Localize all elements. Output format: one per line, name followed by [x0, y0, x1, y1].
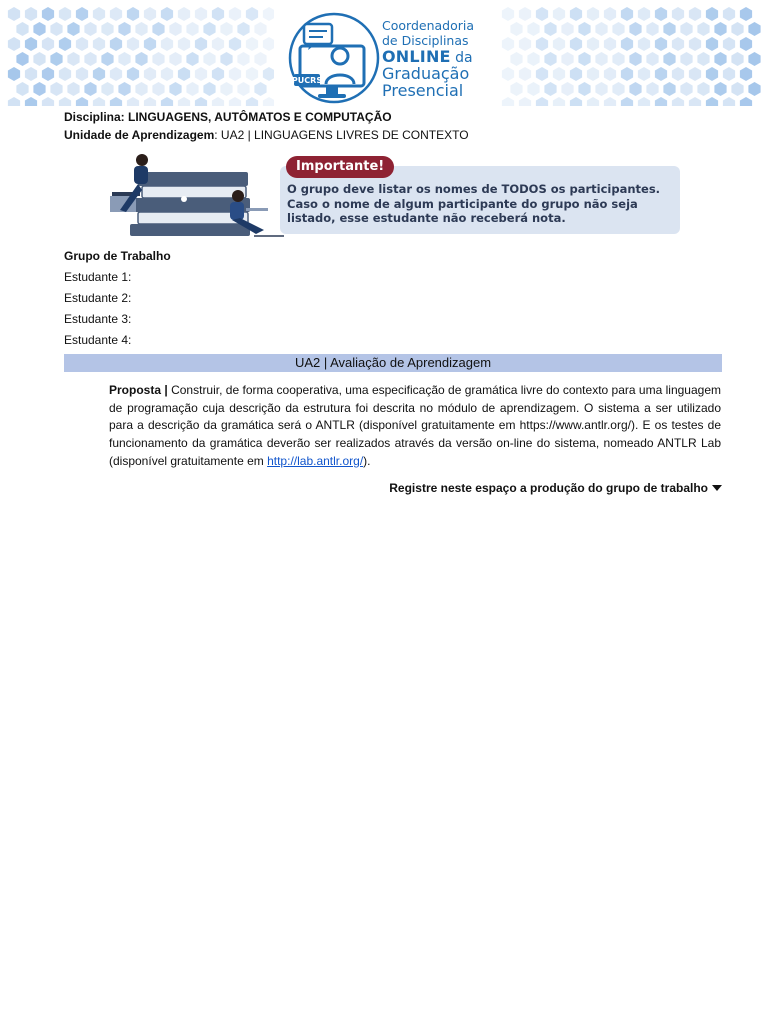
hexagon-tile	[587, 7, 599, 21]
hexagon-tile	[723, 97, 735, 106]
notice-text: O grupo deve listar os nomes de TODOS os participantes. Caso o nome de algum participante do grupo não seja listado, esse estudante não receberá nota.	[287, 182, 661, 225]
monitor-person-icon	[286, 12, 382, 104]
hexagon-tile	[621, 37, 633, 51]
hexagon-tile	[254, 82, 266, 96]
hexagon-tile	[178, 97, 190, 106]
hexagon-tile	[186, 52, 198, 66]
hexagon-tile	[595, 22, 607, 36]
hexagon-tile	[178, 67, 190, 81]
hexagon-tile	[646, 22, 658, 36]
hexagon-tile	[629, 82, 641, 96]
hexagon-tile	[93, 67, 105, 81]
hexagon-tile	[748, 22, 760, 36]
hexagon-tile	[16, 82, 28, 96]
hexagon-tile	[553, 37, 565, 51]
hexagon-tile	[229, 37, 241, 51]
hexagon-tile	[161, 97, 173, 106]
student-field-4[interactable]: Estudante 4:	[64, 333, 132, 347]
hexagon-tile	[25, 37, 37, 51]
hexagon-tile	[254, 22, 266, 36]
hexagon-tile	[110, 97, 122, 106]
hexagon-tile	[536, 7, 548, 21]
hexagon-tile	[237, 82, 249, 96]
hexagon-tile	[127, 67, 139, 81]
hexagon-tile	[510, 52, 522, 66]
hexagon-tile	[25, 7, 37, 21]
hexagon-tile	[212, 97, 224, 106]
hexagon-tile	[33, 22, 45, 36]
hexagon-tile	[110, 7, 122, 21]
hexagon-tile	[570, 37, 582, 51]
logo-line-2: de Disciplinas	[382, 32, 469, 48]
discipline-label: Disciplina:	[64, 110, 125, 124]
hexagon-tile	[246, 37, 258, 51]
hexagon-tile	[621, 7, 633, 21]
hexagon-tile	[229, 97, 241, 106]
hexagon-tile	[50, 22, 62, 36]
hexagon-tile	[502, 67, 514, 81]
discipline-line	[64, 110, 392, 124]
group-title: Grupo de Trabalho	[64, 249, 171, 263]
hexagon-tile	[697, 22, 709, 36]
hexagon-tile	[50, 82, 62, 96]
hexagon-tile	[220, 52, 232, 66]
hexagon-tile	[212, 37, 224, 51]
hexagon-tile	[212, 67, 224, 81]
hexagon-tile	[220, 82, 232, 96]
hexagon-tile	[672, 37, 684, 51]
hexagon-tile	[195, 97, 207, 106]
hexagon-tile	[25, 97, 37, 106]
hexagon-tile	[680, 82, 692, 96]
hexagon-tile	[748, 52, 760, 66]
hexagon-tile	[689, 37, 701, 51]
hexagon-tile	[638, 7, 650, 21]
hexagon-tile	[663, 52, 675, 66]
hexagon-tile	[740, 67, 752, 81]
register-text: Registre neste espaço a produção do grupo de trabalho	[389, 481, 708, 495]
section-title: UA2 | Avaliação de Aprendizagem	[294, 355, 492, 370]
hexagon-tile	[672, 7, 684, 21]
hexagon-tile	[118, 52, 130, 66]
hexagon-tile	[740, 37, 752, 51]
antlr-lab-link[interactable]: http://lab.antlr.org/	[267, 453, 364, 468]
hexagon-tile	[714, 52, 726, 66]
hexagon-tile	[67, 22, 79, 36]
hexagon-tile	[195, 7, 207, 21]
hexagon-tile	[519, 67, 531, 81]
hexagon-tile	[59, 97, 71, 106]
hexagon-tile	[527, 22, 539, 36]
hexagon-tile	[544, 82, 556, 96]
hexagon-tile	[629, 22, 641, 36]
hexagon-tile	[67, 52, 79, 66]
hexagon-tile	[689, 7, 701, 21]
hexagon-tile	[135, 22, 147, 36]
logo-line-1: Coordenadoria	[382, 18, 475, 33]
hexagon-tile	[237, 22, 249, 36]
logo-da: da	[450, 50, 473, 66]
hexagon-tile	[612, 82, 624, 96]
hexagon-tile	[655, 37, 667, 51]
student-field-2[interactable]: Estudante 2:	[64, 291, 132, 305]
hexagon-tile	[502, 7, 514, 21]
hexagon-tile	[629, 52, 641, 66]
hexagon-tile	[740, 97, 752, 106]
section-title-bar	[64, 354, 722, 372]
hexagon-tile	[229, 67, 241, 81]
hexagon-tile	[536, 37, 548, 51]
hexagon-tile	[237, 52, 249, 66]
hexagon-tile	[42, 67, 54, 81]
hexagon-tile	[544, 52, 556, 66]
hexagon-tile	[502, 97, 514, 106]
hexagon-tile	[169, 22, 181, 36]
hexagon-tile	[186, 82, 198, 96]
hexagon-tile	[144, 7, 156, 21]
hexagon-tile	[587, 37, 599, 51]
hexagon-tile	[578, 82, 590, 96]
hexagon-tile	[220, 22, 232, 36]
hexagon-tile	[570, 67, 582, 81]
hexagon-tile	[646, 52, 658, 66]
hexagon-tile	[553, 67, 565, 81]
hexagon-tile	[740, 7, 752, 21]
hexagon-tile	[42, 7, 54, 21]
unit-value: : UA2 | LINGUAGENS LIVRES DE CONTEXTO	[214, 128, 469, 142]
hexagon-tile	[93, 37, 105, 51]
hexagon-tile	[519, 7, 531, 21]
hexagon-tile	[714, 82, 726, 96]
hexagon-tile	[748, 82, 760, 96]
hexagon-tile	[33, 82, 45, 96]
proposal-paragraph	[109, 382, 721, 471]
hexagon-tile	[706, 97, 718, 106]
hexagon-tile	[638, 97, 650, 106]
hexagon-tile	[135, 82, 147, 96]
hexagon-tile	[689, 97, 701, 106]
hexagon-tile	[203, 22, 215, 36]
hexagon-tile	[144, 97, 156, 106]
important-notice	[104, 152, 684, 240]
hexagon-tile	[731, 22, 743, 36]
hexagon-tile	[169, 82, 181, 96]
hexagon-tile	[8, 37, 20, 51]
hexagon-tile	[655, 7, 667, 21]
hexagon-tile	[510, 22, 522, 36]
hexagon-tile	[638, 67, 650, 81]
hexagon-tile	[697, 82, 709, 96]
discipline-value: LINGUAGENS, AUTÔMATOS E COMPUTAÇÃO	[124, 110, 392, 124]
logo-line-4: Graduação	[382, 64, 470, 83]
hexagon-tile	[229, 7, 241, 21]
hexagon-tile	[101, 82, 113, 96]
hexagon-tile	[587, 97, 599, 106]
hexagon-tile	[127, 7, 139, 21]
hexagon-tile	[680, 22, 692, 36]
hexagon-tile	[84, 22, 96, 36]
hexagon-tile	[604, 37, 616, 51]
hexagon-tile	[621, 97, 633, 106]
student-field-1[interactable]: Estudante 1:	[64, 270, 132, 284]
important-tag: Importante!	[286, 156, 394, 178]
hexagon-tile	[587, 67, 599, 81]
hexagon-tile	[152, 52, 164, 66]
hexagon-tile	[553, 7, 565, 21]
hexagon-tile	[84, 52, 96, 66]
unit-line	[64, 128, 469, 142]
hexagon-tile	[680, 52, 692, 66]
proposal-suffix: ).	[363, 453, 371, 468]
hexagon-tile	[25, 67, 37, 81]
hexagon-tile	[161, 67, 173, 81]
students-books-illustration	[104, 152, 284, 240]
hexagon-tile	[646, 82, 658, 96]
hexagon-tile	[144, 37, 156, 51]
pucrs-badge: PUCRS	[291, 76, 323, 85]
proposal-text: Construir, de forma cooperativa, uma especificação de gramática livre do contexto para uma linguagem de programação cuja descrição da estrutura foi descrita no módulo de aprendizagem. O sistema a ser utilizado para a descrição da gramática será o ANTLR (disponível gratuitamente em https://www.antlr.org/). E os testes de funcionamento da gramática deverão ser realizados através da versão on-line do sistema, nomeado ANTLR Lab (disponível gratuitamente em	[109, 383, 721, 468]
hexagon-tile	[76, 67, 88, 81]
proposal-label: Proposta |	[109, 383, 168, 397]
hexagon-tile	[561, 82, 573, 96]
hexagon-tile	[663, 82, 675, 96]
hexagon-tile	[544, 22, 556, 36]
hexagon-tile	[195, 37, 207, 51]
hexagon-tile	[152, 22, 164, 36]
hexagon-tile	[59, 37, 71, 51]
hexagon-tile	[561, 52, 573, 66]
hexagon-tile	[604, 97, 616, 106]
hexagon-tile	[212, 7, 224, 21]
hexagon-tile	[101, 52, 113, 66]
logo-online: ONLINE	[382, 47, 451, 66]
hexagon-tile	[510, 82, 522, 96]
hexagon-tile	[76, 7, 88, 21]
hexagon-tile	[161, 7, 173, 21]
hexagon-pattern-right	[500, 6, 762, 106]
hexagon-tile	[8, 7, 20, 21]
hexagon-tile	[16, 22, 28, 36]
hexagon-tile	[561, 22, 573, 36]
hexagon-tile	[570, 7, 582, 21]
unit-label: Unidade de Aprendizagem	[64, 128, 215, 142]
hexagon-tile	[655, 67, 667, 81]
hexagon-tile	[246, 67, 258, 81]
hexagon-tile	[84, 82, 96, 96]
hexagon-tile	[655, 97, 667, 106]
hexagon-tile	[169, 52, 181, 66]
hexagon-tile	[246, 7, 258, 21]
hexagon-tile	[101, 22, 113, 36]
header-banner	[0, 0, 768, 108]
hexagon-tile	[33, 52, 45, 66]
hexagon-tile	[723, 7, 735, 21]
hexagon-tile	[110, 67, 122, 81]
hexagon-tile	[595, 82, 607, 96]
hexagon-tile	[16, 52, 28, 66]
hexagon-tile	[8, 67, 20, 81]
coordenadoria-logo	[286, 12, 486, 104]
hexagon-tile	[697, 52, 709, 66]
hexagon-tile	[42, 37, 54, 51]
hexagon-tile	[689, 67, 701, 81]
hexagon-tile	[178, 7, 190, 21]
hexagon-tile	[612, 52, 624, 66]
hexagon-tile	[118, 22, 130, 36]
hexagon-tile	[672, 67, 684, 81]
hexagon-tile	[706, 7, 718, 21]
hexagon-tile	[723, 37, 735, 51]
hexagon-tile	[67, 82, 79, 96]
hexagon-tile	[519, 97, 531, 106]
hexagon-tile	[263, 37, 274, 51]
hexagon-tile	[578, 52, 590, 66]
hexagon-tile	[570, 97, 582, 106]
logo-text	[382, 20, 474, 99]
hexagon-tile	[536, 67, 548, 81]
hexagon-tile	[604, 67, 616, 81]
hexagon-tile	[706, 37, 718, 51]
hexagon-tile	[152, 82, 164, 96]
hexagon-tile	[604, 7, 616, 21]
hexagon-tile	[110, 37, 122, 51]
hexagon-tile	[50, 52, 62, 66]
student-field-3[interactable]: Estudante 3:	[64, 312, 132, 326]
hexagon-tile	[254, 52, 266, 66]
hexagon-tile	[672, 97, 684, 106]
register-prompt[interactable]	[389, 481, 722, 495]
hexagon-tile	[195, 67, 207, 81]
hexagon-tile	[76, 37, 88, 51]
hexagon-tile	[527, 52, 539, 66]
hexagon-tile	[578, 22, 590, 36]
logo-line-5: Presencial	[382, 81, 464, 100]
hexagon-tile	[595, 52, 607, 66]
hexagon-tile	[706, 67, 718, 81]
hexagon-pattern-left	[6, 6, 274, 106]
hexagon-tile	[263, 7, 274, 21]
hexagon-tile	[714, 22, 726, 36]
caret-down-icon	[712, 485, 722, 491]
hexagon-tile	[731, 82, 743, 96]
hexagon-tile	[93, 97, 105, 106]
hexagon-tile	[612, 22, 624, 36]
hexagon-tile	[8, 97, 20, 106]
hexagon-tile	[161, 37, 173, 51]
hexagon-tile	[536, 97, 548, 106]
hexagon-tile	[59, 67, 71, 81]
hexagon-tile	[42, 97, 54, 106]
hexagon-tile	[203, 82, 215, 96]
hexagon-tile	[246, 97, 258, 106]
hexagon-tile	[135, 52, 147, 66]
hexagon-tile	[76, 97, 88, 106]
hexagon-tile	[519, 37, 531, 51]
hexagon-tile	[731, 52, 743, 66]
hexagon-tile	[527, 82, 539, 96]
hexagon-tile	[118, 82, 130, 96]
hexagon-tile	[178, 37, 190, 51]
logo-line-3	[382, 49, 474, 65]
hexagon-tile	[144, 67, 156, 81]
hexagon-tile	[263, 97, 274, 106]
hexagon-tile	[127, 97, 139, 106]
hexagon-tile	[553, 97, 565, 106]
hexagon-tile	[723, 67, 735, 81]
hexagon-tile	[638, 37, 650, 51]
hexagon-tile	[621, 67, 633, 81]
hexagon-tile	[186, 22, 198, 36]
hexagon-tile	[93, 7, 105, 21]
hexagon-tile	[502, 37, 514, 51]
hexagon-tile	[203, 52, 215, 66]
hexagon-tile	[127, 37, 139, 51]
hexagon-tile	[663, 22, 675, 36]
hexagon-tile	[59, 7, 71, 21]
hexagon-tile	[263, 67, 274, 81]
